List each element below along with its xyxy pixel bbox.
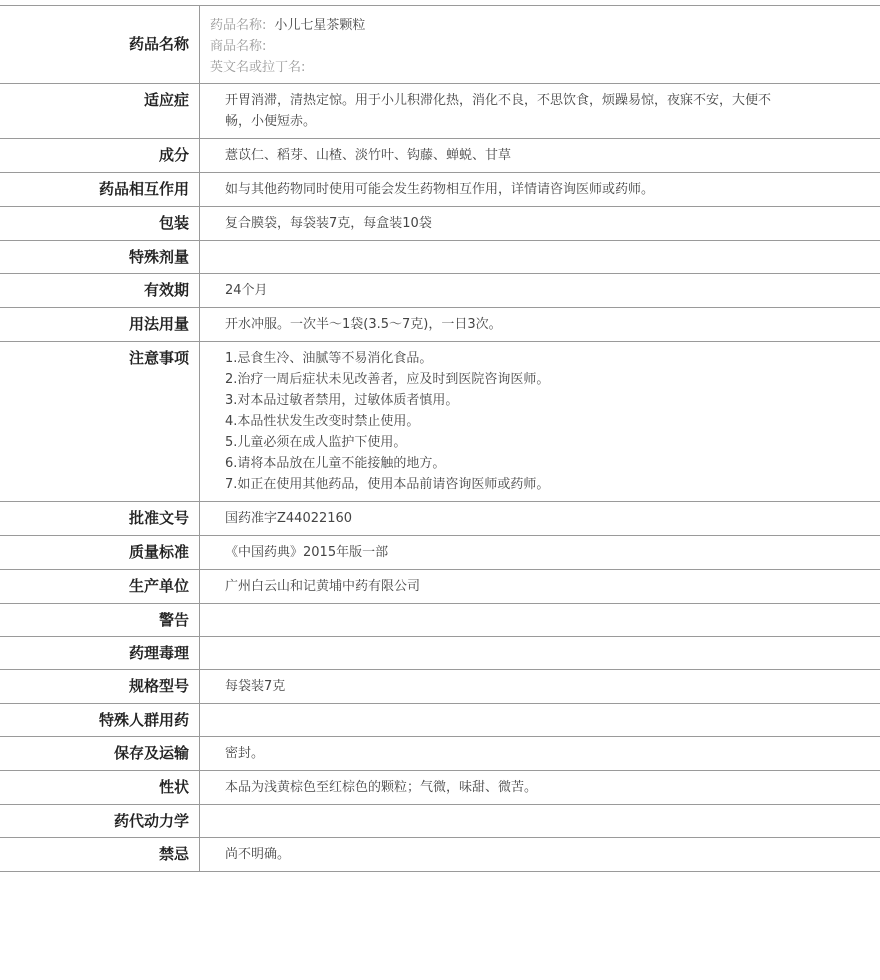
row-value: 如与其他药物同时使用可能会发生药物相互作用，详情请咨询医师或药师。 bbox=[200, 173, 880, 207]
table-row-warning bbox=[0, 604, 880, 637]
row-value: 《中国药典》2015年版一部 bbox=[200, 536, 880, 570]
table-row-drug-name bbox=[0, 6, 880, 84]
drug-name-line bbox=[210, 15, 790, 36]
table-row-contraindications bbox=[0, 838, 880, 872]
trade-name-key: 商品名称: bbox=[210, 39, 267, 54]
list-item: 6.请将本品放在儿童不能接触的地方。 bbox=[225, 456, 446, 471]
table-row-pharmacology bbox=[0, 637, 880, 670]
table-row-special-populations bbox=[0, 704, 880, 737]
row-label: 保存及运输 bbox=[0, 737, 200, 771]
row-label: 性状 bbox=[0, 771, 200, 805]
drug-names-cell bbox=[200, 6, 880, 84]
table-row-interactions bbox=[0, 173, 880, 207]
table-row-precautions bbox=[0, 342, 880, 502]
list-item: 2.治疗一周后症状未见改善者，应及时到医院咨询医师。 bbox=[225, 372, 550, 387]
english-name-key: 英文名或拉丁名: bbox=[210, 60, 306, 75]
table-row-indications bbox=[0, 84, 880, 139]
table-row-approval-number bbox=[0, 502, 880, 536]
row-value: 国药准字Z44022160 bbox=[200, 502, 880, 536]
row-label: 用法用量 bbox=[0, 308, 200, 342]
list-item: 3.对本品过敏者禁用，过敏体质者慎用。 bbox=[225, 393, 459, 408]
table-row-storage bbox=[0, 737, 880, 771]
table-row-special-dosage bbox=[0, 241, 880, 274]
row-value: 开胃消滞，清热定惊。用于小儿积滞化热，消化不良，不思饮食，烦躁易惊，夜寐不安，大便不畅，小便短赤。 bbox=[200, 84, 880, 139]
english-name-line bbox=[210, 57, 790, 78]
row-label: 有效期 bbox=[0, 274, 200, 308]
precautions-list bbox=[200, 342, 880, 502]
row-value: 复合膜袋，每袋装7克，每盒装10袋 bbox=[200, 207, 880, 241]
row-label: 注意事项 bbox=[0, 342, 200, 502]
row-label: 禁忌 bbox=[0, 838, 200, 872]
row-label: 生产单位 bbox=[0, 570, 200, 604]
row-value: 薏苡仁、稻芽、山楂、淡竹叶、钩藤、蝉蜕、甘草 bbox=[200, 139, 880, 173]
drug-spec-table bbox=[0, 5, 880, 872]
list-item: 1.忌食生冷、油腻等不易消化食品。 bbox=[225, 351, 433, 366]
list-item: 7.如正在使用其他药品，使用本品前请咨询医师或药师。 bbox=[225, 477, 550, 492]
row-label: 质量标准 bbox=[0, 536, 200, 570]
table-row-specification bbox=[0, 670, 880, 704]
row-label: 特殊人群用药 bbox=[0, 704, 200, 737]
drug-name-value: 小儿七星茶颗粒 bbox=[274, 18, 366, 33]
row-label: 药代动力学 bbox=[0, 805, 200, 838]
row-label: 特殊剂量 bbox=[0, 241, 200, 274]
row-value: 密封。 bbox=[200, 737, 880, 771]
table-row-manufacturer bbox=[0, 570, 880, 604]
trade-name-line bbox=[210, 36, 790, 57]
row-value bbox=[200, 637, 880, 670]
row-label: 药品名称 bbox=[0, 6, 200, 84]
drug-name-key: 药品名称: bbox=[210, 18, 267, 33]
row-value: 本品为浅黄棕色至红棕色的颗粒；气微，味甜、微苦。 bbox=[200, 771, 880, 805]
row-label: 规格型号 bbox=[0, 670, 200, 704]
row-label: 药品相互作用 bbox=[0, 173, 200, 207]
table-row-quality-standard bbox=[0, 536, 880, 570]
table-row-ingredients bbox=[0, 139, 880, 173]
row-label: 成分 bbox=[0, 139, 200, 173]
row-value: 24个月 bbox=[200, 274, 880, 308]
row-value bbox=[200, 604, 880, 637]
table-row-shelf-life bbox=[0, 274, 880, 308]
row-label: 适应症 bbox=[0, 84, 200, 139]
row-value bbox=[200, 704, 880, 737]
row-value bbox=[200, 241, 880, 274]
row-value: 开水冲服。一次半～1袋(3.5～7克)，一日3次。 bbox=[200, 308, 880, 342]
table-row-dosage bbox=[0, 308, 880, 342]
row-value: 广州白云山和记黄埔中药有限公司 bbox=[200, 570, 880, 604]
row-value bbox=[200, 805, 880, 838]
row-label: 警告 bbox=[0, 604, 200, 637]
table-row-packaging bbox=[0, 207, 880, 241]
list-item: 5.儿童必须在成人监护下使用。 bbox=[225, 435, 407, 450]
row-label: 批准文号 bbox=[0, 502, 200, 536]
row-label: 包装 bbox=[0, 207, 200, 241]
list-item: 4.本品性状发生改变时禁止使用。 bbox=[225, 414, 420, 429]
row-label: 药理毒理 bbox=[0, 637, 200, 670]
table-row-pharmacokinetics bbox=[0, 805, 880, 838]
table-row-description bbox=[0, 771, 880, 805]
row-value: 每袋装7克 bbox=[200, 670, 880, 704]
row-value: 尚不明确。 bbox=[200, 838, 880, 872]
